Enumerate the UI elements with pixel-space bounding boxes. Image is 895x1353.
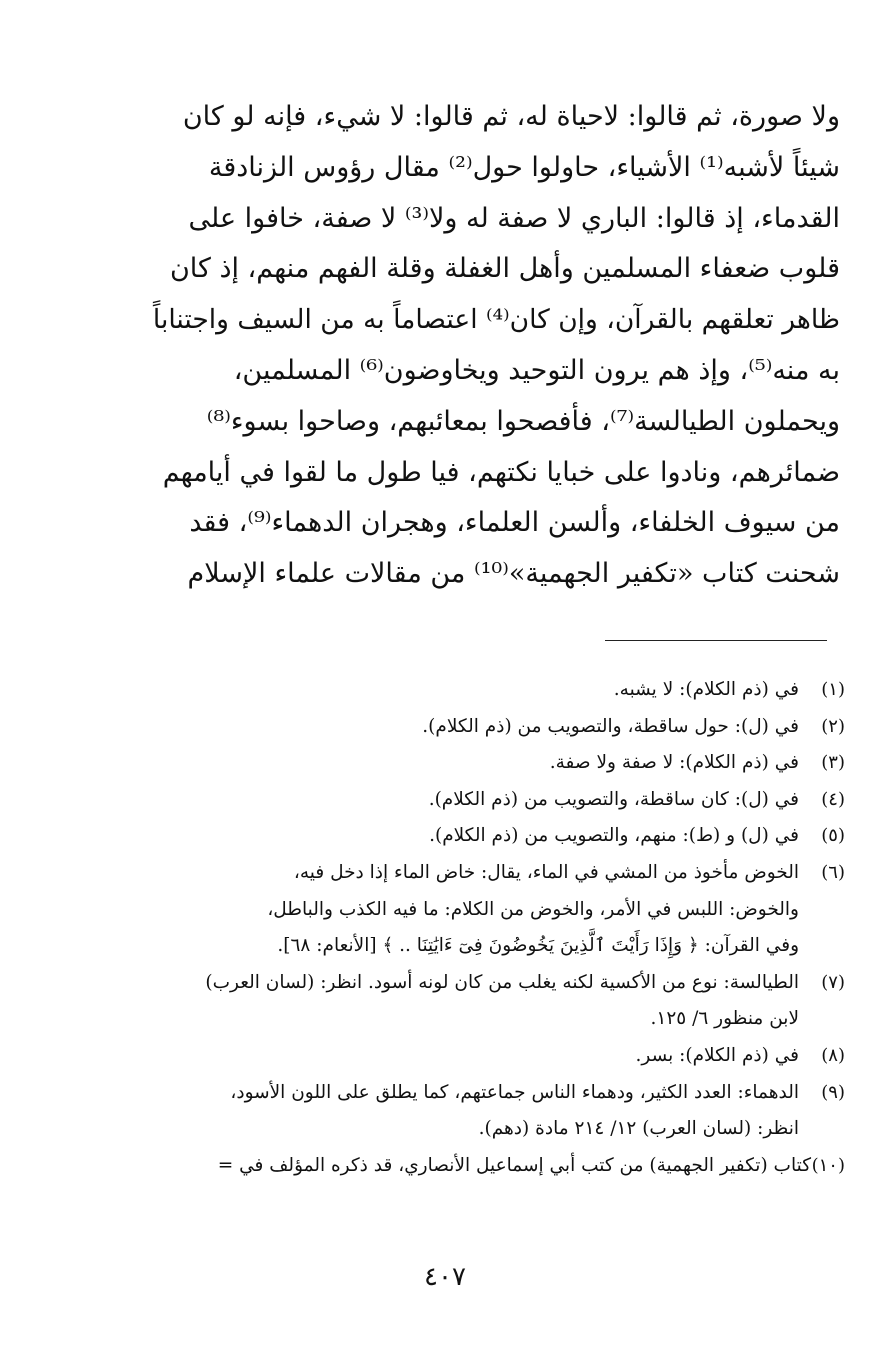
footnote-text: كتاب (تكفير الجهمية) من كتب أبي إسماعيل الأنصاري، قد ذكره المؤلف في = [217, 1154, 811, 1176]
footnote-8 [130, 1038, 845, 1075]
footnote-2 [130, 709, 845, 746]
footnote-divider [605, 640, 827, 641]
footnote-4 [130, 782, 845, 819]
footnote-text: لابن منظور ٦/ ١٢٥. [650, 1008, 799, 1030]
text-line: شيئاً لأشبه⁽¹⁾ الأشياء، حاولوا حول⁽²⁾ مقال رؤوس الزنادقة [208, 151, 840, 183]
text-line: قلوب ضعفاء المسلمين وأهل الغفلة وقلة الفهم منهم، إذ كان [169, 253, 840, 285]
footnote-number: (٧) [821, 971, 845, 993]
footnote-text: في (ذم الكلام): بسر. [635, 1044, 799, 1066]
footnote-number: (٣) [821, 752, 845, 774]
footnote-10 [130, 1148, 845, 1185]
footnote-text: في (ذم الكلام): لا يشبه. [613, 679, 799, 700]
footnote-text: وفي القرآن: ﴿ وَإِذَا رَأَيْتَ ٱلَّذِينَ يَخُوضُونَ فِىٓ ءَايَٰتِنَا .. ﴾ [الأنعام: ٦٨]. [277, 935, 799, 957]
text-line: شحنت كتاب «تكفير الجهمية»⁽¹⁰⁾ من مقالات علماء الإسلام [187, 558, 840, 590]
text-line: ولا صورة، ثم قالوا: لاحياة له، ثم قالوا: لا شيء، فإنه لو كان [182, 101, 840, 132]
main-text [150, 92, 840, 600]
text-line: ويحملون الطيالسة⁽⁷⁾، فأفصحوا بمعائبهم، وصاحوا بسوء⁽⁸⁾ [206, 405, 840, 437]
text-line: من سيوف الخلفاء، وألسن العلماء، وهجران الدهماء⁽⁹⁾، فقد [189, 507, 840, 539]
text-line: القدماء، إذ قالوا: الباري لا صفة له ولا⁽³⁾ لا صفة، خافوا على [188, 202, 840, 234]
text-line: ظاهر تعلقهم بالقرآن، وإن كان⁽⁴⁾ اعتصاماً به من السيف واجتناباً [152, 304, 840, 336]
footnote-number: (٨) [821, 1044, 845, 1066]
footnote-7 [130, 965, 845, 1038]
footnote-5 [130, 818, 845, 855]
footnote-text: في (ل) و (ط): منهم، والتصويب من (ذم الكلام). [429, 825, 799, 847]
footnote-text: والخوض: اللبس في الأمر، والخوض من الكلام: ما فيه الكذب والباطل، [267, 898, 799, 920]
footnote-text: في (ذم الكلام): لا صفة ولا صفة. [549, 752, 799, 774]
footnote-text: الخوض مأخوذ من المشي في الماء، يقال: خاض الماء إذا دخل فيه، [293, 861, 799, 883]
footnote-number: (٩) [821, 1081, 845, 1103]
footnote-number: (٤) [821, 788, 845, 810]
footnotes [130, 672, 845, 1184]
footnote-text: الطيالسة: نوع من الأكسية لكنه يغلب من كان لونه أسود. انظر: (لسان العرب) [205, 971, 799, 993]
footnote-text: في (ل): حول ساقطة، والتصويب من (ذم الكلام). [422, 715, 799, 737]
footnote-text: انظر: (لسان العرب) ١٢/ ٢١٤ مادة (دهم). [478, 1118, 799, 1140]
footnote-text: الدهماء: العدد الكثير، ودهماء الناس جماعتهم، كما يطلق على اللون الأسود، [230, 1081, 799, 1103]
footnote-number: (١) [821, 679, 845, 700]
footnote-number: (٦) [821, 861, 845, 883]
footnote-number: (٢) [821, 715, 845, 737]
text-line: ضمائرهم، ونادوا على خبايا نكتهم، فيا طول ما لقوا في أيامهم [162, 456, 840, 488]
footnote-6 [130, 855, 845, 965]
footnote-1 [130, 672, 845, 709]
footnote-number: (٥) [821, 825, 845, 847]
text-line: به منه⁽⁵⁾، وإذ هم يرون التوحيد ويخاوضون⁽⁶⁾ المسلمين، [233, 354, 840, 386]
footnote-3 [130, 745, 845, 782]
footnote-text: في (ل): كان ساقطة، والتصويب من (ذم الكلام). [428, 788, 799, 810]
footnote-9 [130, 1075, 845, 1148]
page-number: ٤٠٧ [424, 1262, 466, 1292]
footnote-number: (١٠) [811, 1154, 845, 1176]
